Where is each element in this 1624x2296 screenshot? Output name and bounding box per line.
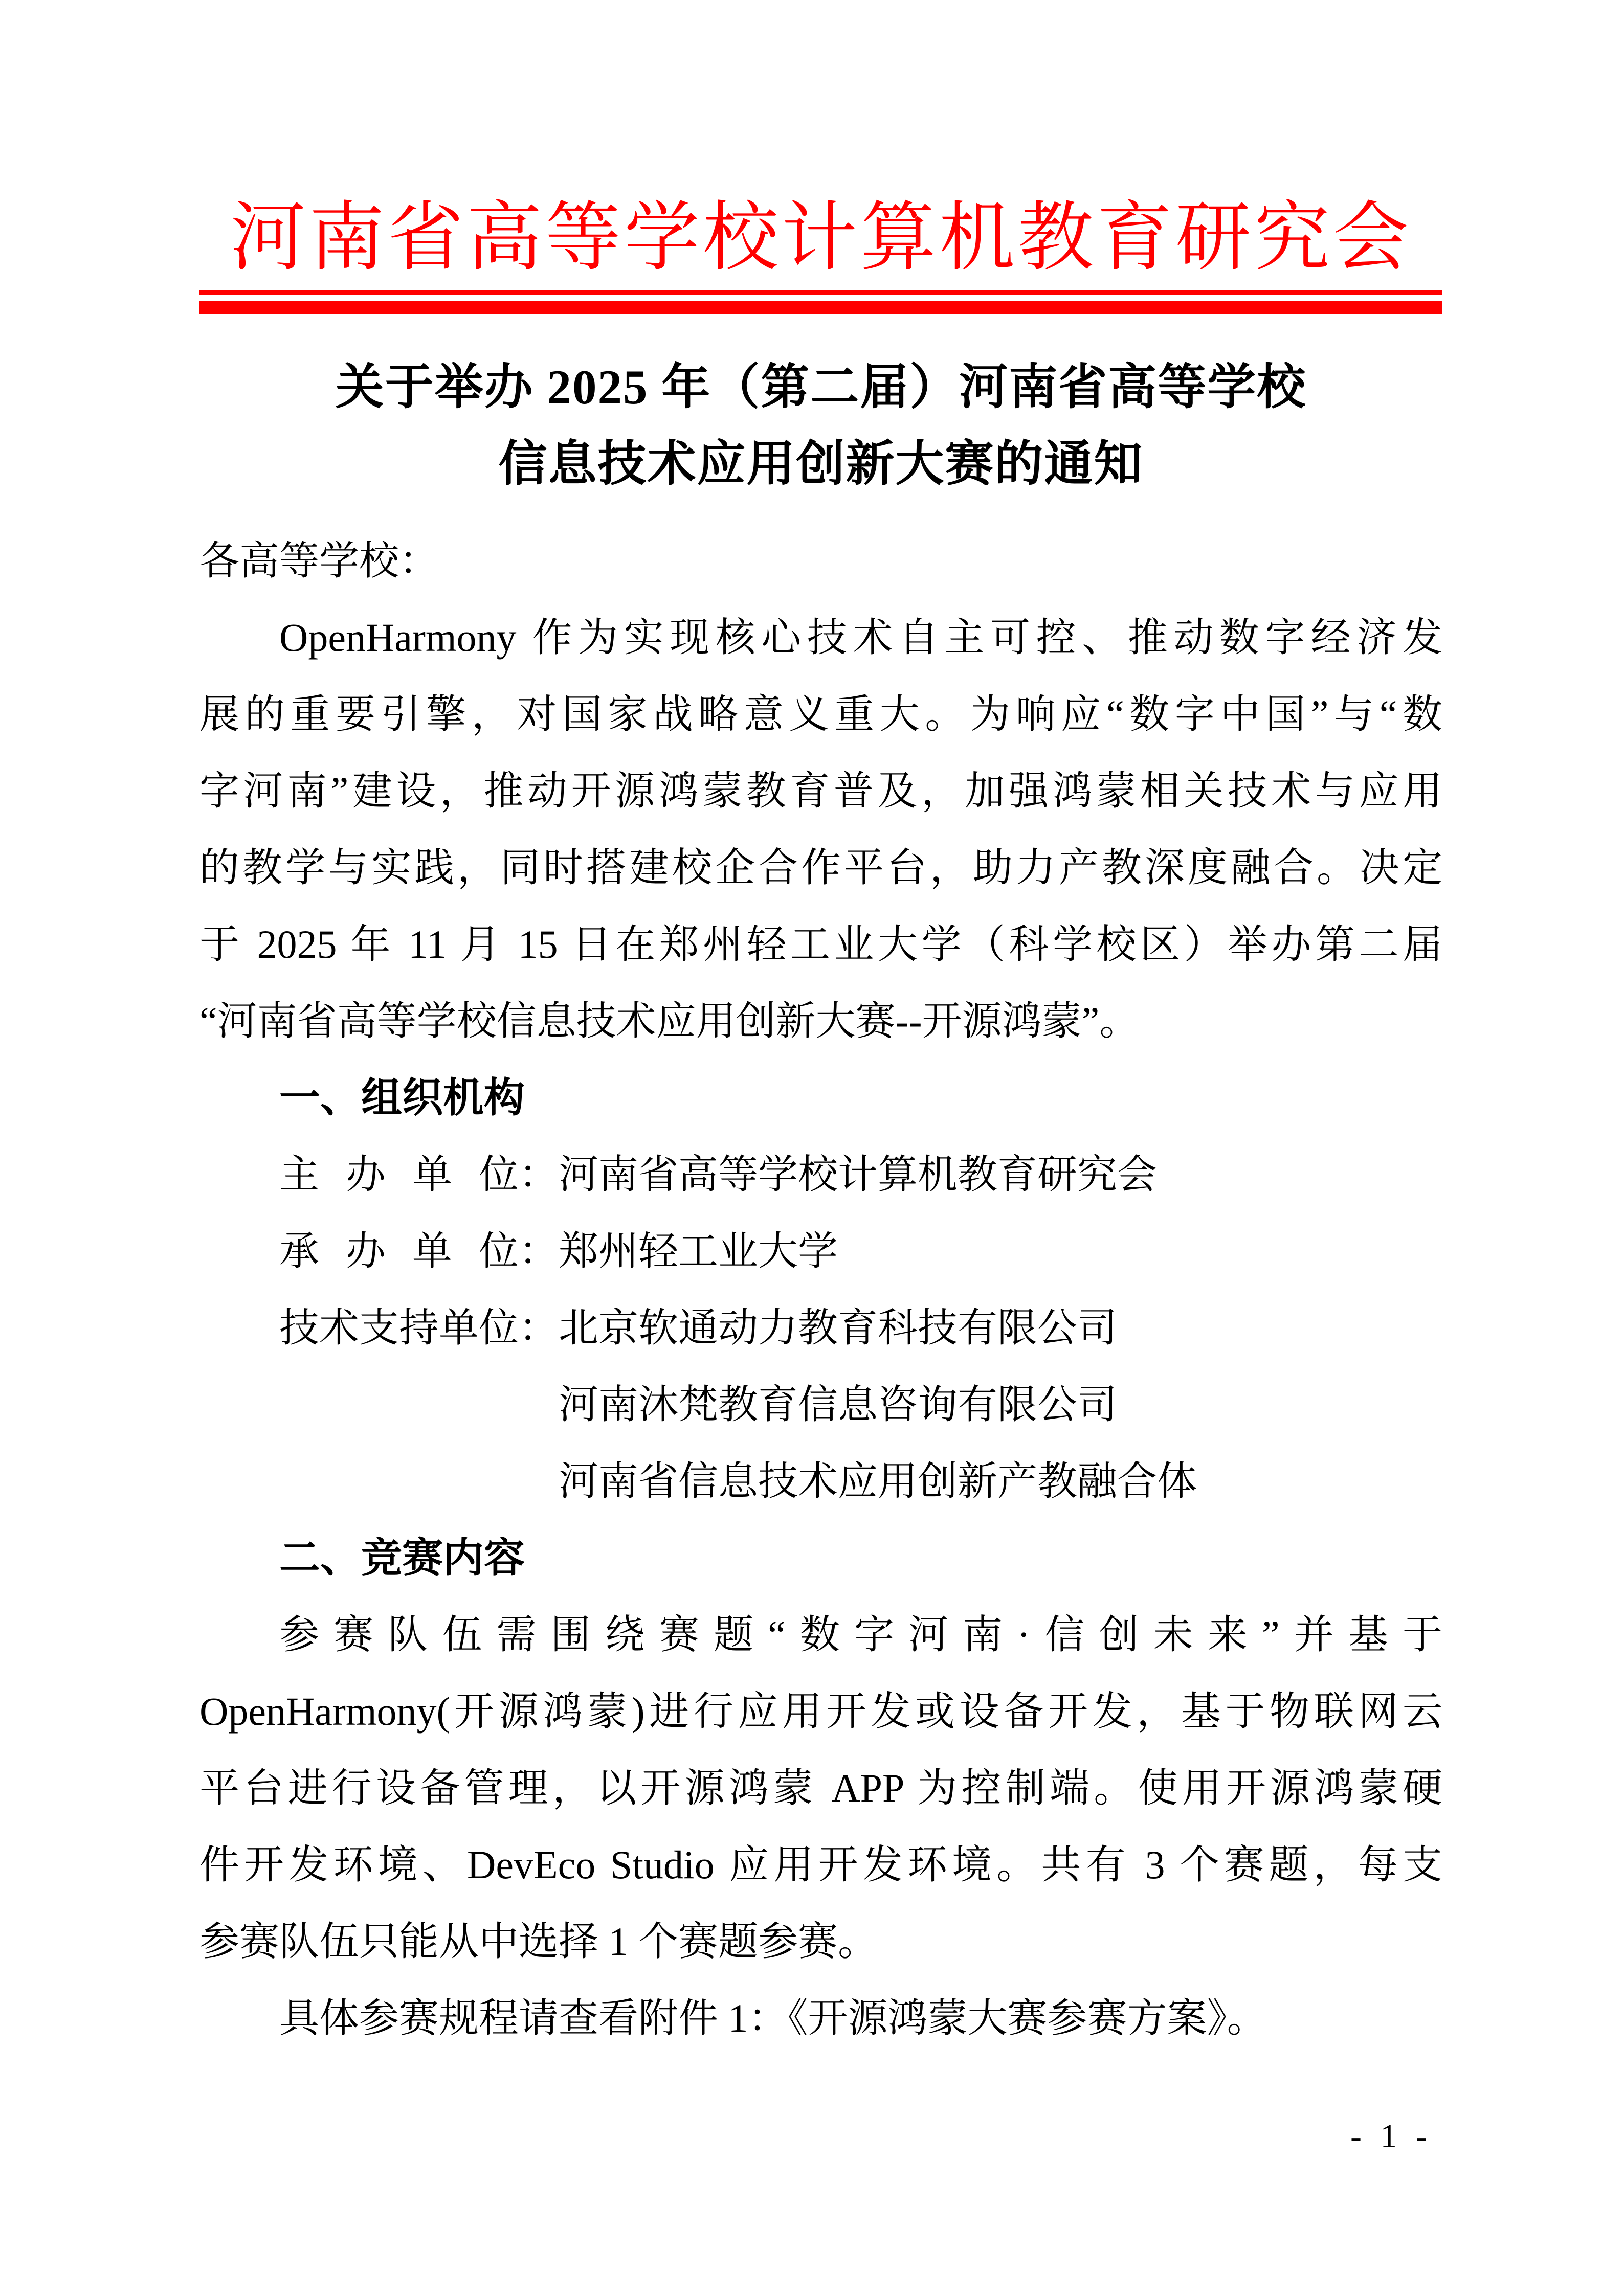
letterhead-rule-thick — [199, 301, 1442, 314]
paragraph-intro — [199, 599, 1442, 1060]
org-label: 技术支持单位 — [279, 1305, 519, 1350]
org-row-host — [199, 1136, 1442, 1213]
section-heading-content: 二、竞赛内容 — [279, 1535, 525, 1581]
document-title-line-2: 信息技术应用创新大赛的通知 — [498, 436, 1144, 491]
org-continuation: 河南沐梵教育信息咨询有限公司 — [559, 1382, 1118, 1427]
contest-line: OpenHarmony(开源鸿蒙)进行应用开发或设备开发，基于物联网云 — [199, 1689, 1442, 1734]
intro-line: 于 2025 年 11 月 15 日在郑州轻工业大学（科学校区）举办第二届 — [199, 921, 1442, 966]
attachment-line: 具体参赛规程请查看附件 1：《开源鸿蒙大赛参赛方案》。 — [279, 1995, 1267, 2040]
paragraph-attachment — [199, 1980, 1442, 2057]
contest-line: 平台进行设备管理，以开源鸿蒙 APP 为控制端。使用开源鸿蒙硬 — [199, 1765, 1442, 1810]
org-value: 河南省高等学校计算机教育研究会 — [559, 1152, 1158, 1197]
org-value: 北京软通动力教育科技有限公司 — [559, 1305, 1118, 1350]
org-colon: ： — [519, 1305, 559, 1350]
contest-line: 件开发环境、DevEco Studio 应用开发环境。共有 3 个赛题，每支 — [199, 1842, 1442, 1887]
org-label: 主办单位 — [279, 1152, 519, 1197]
org-row-undertaker — [199, 1213, 1442, 1290]
org-continuation: 河南省信息技术应用创新产教融合体 — [559, 1458, 1197, 1503]
intro-line: OpenHarmony 作为实现核心技术自主可控、推动数字经济发 — [279, 615, 1442, 660]
letterhead — [199, 196, 1442, 314]
org-colon: ： — [519, 1152, 559, 1197]
document-title-line-1: 关于举办 2025 年（第二届）河南省高等学校 — [335, 359, 1307, 414]
org-value: 郑州轻工业大学 — [559, 1228, 838, 1273]
org-row-tech-support — [199, 1290, 1442, 1366]
contest-line: 参赛队伍需围绕赛题“数字河南·信创未来”并基于 — [279, 1612, 1442, 1657]
paragraph-contest — [199, 1596, 1442, 1980]
intro-line: 展的重要引擎，对国家战略意义重大。为响应“数字中国”与“数 — [199, 691, 1442, 736]
org-colon: ： — [519, 1228, 559, 1273]
intro-line: “河南省高等学校信息技术应用创新大赛--开源鸿蒙”。 — [199, 998, 1140, 1043]
org-label: 承办单位 — [279, 1228, 519, 1273]
contest-line: 参赛队伍只能从中选择 1 个赛题参赛。 — [199, 1919, 878, 1964]
intro-line: 字河南”建设，推动开源鸿蒙教育普及，加强鸿蒙相关技术与应用 — [199, 768, 1442, 813]
document-title — [199, 349, 1442, 502]
document-body — [199, 523, 1442, 2057]
letterhead-rule-thin — [199, 290, 1442, 295]
intro-line: 的教学与实践，同时搭建校企合作平台，助力产教深度融合。决定 — [199, 845, 1442, 890]
section-heading-organization: 一、组织机构 — [279, 1074, 525, 1120]
salutation: 各高等学校： — [199, 538, 439, 583]
page-number: - 1 - — [1350, 2118, 1432, 2155]
letterhead-title: 河南省高等学校计算机教育研究会 — [230, 196, 1412, 280]
